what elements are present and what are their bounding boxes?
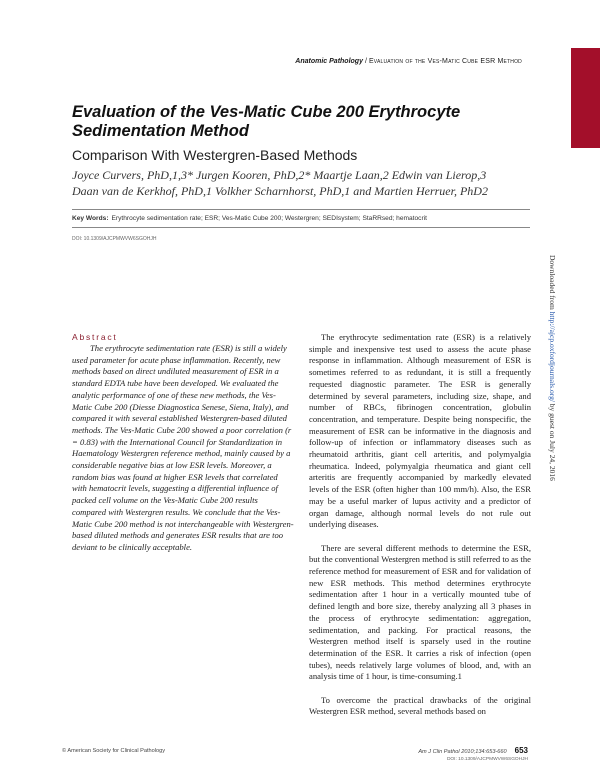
- download-notice: [548, 255, 557, 481]
- running-header: [295, 58, 522, 65]
- download-prefix: Downloaded from: [548, 255, 557, 310]
- keywords: [72, 215, 542, 222]
- body-paragraph-2: There are several different methods to determine the ESR, but the conventional Westergren method is still referred to as the reference method for measurement of ESR and for validation of new ESR methods. This method determines erythrocyte sedimentation after 1 hour in a vertically mounted tube of defined length and bore size, thereby analyzing all 3 phases in the process of erythrocyte sedimentation: aggregation, sedimentation, and packing. For practical reasons, the Westergren method itself is sparsely used in the routine determination of the ESR. It carries a risk of infection (open tubes), needs relatively large volumes of blood, and, with an analysis time of 1 hour, is time-consuming.1: [309, 542, 531, 682]
- header-section: Anatomic Pathology: [295, 58, 363, 65]
- keywords-label: Key Words:: [72, 215, 109, 222]
- authors-line-2: Daan van de Kerkhof, PhD,1 Volkher Scharnhorst, PhD,1 and Martien Herruer, PhD2: [72, 184, 488, 198]
- article-doi: DOI: 10.1309/AJCPMWVW6SGOHJH: [72, 236, 157, 242]
- footer-copyright: © American Society for Clinical Pathology: [62, 748, 165, 754]
- author-list: [72, 167, 542, 199]
- keywords-text: Erythrocyte sedimentation rate; ESR; Ves-Matic Cube 200; Westergren; SEDIsystem; StaRRsed; hematocrit: [111, 215, 427, 222]
- footer-doi: DOI: 10.1309/AJCPMWVW6SGOHJH: [446, 757, 528, 762]
- footer-journal: Am J Clin Pathol 2010;134:653-660: [418, 749, 507, 755]
- header-separator: /: [364, 58, 367, 65]
- download-link[interactable]: http://ajcp.oxfordjournals.org/: [548, 311, 557, 402]
- abstract-text: The erythrocyte sedimentation rate (ESR) is still a widely used parameter for acute phase inflammation. Recently, new methods based on direct undiluted measurement of ESR in a standard EDTA tube have been developed. We evaluated the analytic performance of one of these new methods, the Ves-Matic Cube 200 (Diesse Diagnostica Senese, Siena, Italy), and compared it with several established Westergren-based diluted methods. The Ves-Matic Cube 200 showed a poor correlation (r = 0.83) with the International Council for Standardization in Haematology Westergren reference method, mainly caused by a considerable negative bias at low ESR levels. Moreover, a random bias was found at higher ESR levels that correlated with hematocrit levels, suggesting a differential influence of packed cell volume on the Ves-Matic Cube 200 results compared with Westergren results. We conclude that the Ves-Matic Cube 200 method is not interchangeable with Westergren-based diluted methods and generates ESR results that are too deviant to be clinically acceptable.: [72, 343, 294, 552]
- footer-citation: [418, 746, 528, 762]
- page-number: 653: [514, 746, 528, 755]
- download-suffix: by guest on July 24, 2016: [548, 403, 557, 481]
- article-subtitle: Comparison With Westergren-Based Methods: [72, 147, 358, 163]
- body-paragraph-3: To overcome the practical drawbacks of the original Westergren ESR method, several methods based on: [309, 694, 531, 717]
- abstract-heading: Abstract: [72, 332, 118, 342]
- body-column: [309, 332, 531, 730]
- divider-bottom: [72, 227, 530, 228]
- authors-line-1: Joyce Curvers, PhD,1,3* Jurgen Kooren, PhD,2* Maartje Laan,2 Edwin van Lierop,3: [72, 168, 487, 182]
- article-title: Evaluation of the Ves-Matic Cube 200 Erythrocyte Sedimentation Method: [72, 103, 461, 140]
- header-running-title: Evaluation of the Ves-Matic Cube ESR Method: [368, 58, 522, 65]
- accent-bar: [571, 48, 600, 148]
- divider-top: [72, 209, 530, 210]
- body-paragraph-1: The erythrocyte sedimentation rate (ESR) is a relatively simple and inexpensive test used to assess the acute phase response in inflammation. Although measurement of ESR is sometimes referred to as redundant, it is still a frequently requested diagnostic parameter. The ESR is generally determined by several parameters, including size, shape, and number of RBCs, fibrinogen concentration, globulin concentration, and temperature. Despite being nonspecific, the measurement of ESR can be informative in the diagnosis and follow-up of infection or inflammatory diseases such as rheumatoid arthritis, giant cell arteritis, and polymyalgia rheumatica. Indeed, polymyalgia rheumatica and giant cell arteritis are frequently accompanied by markedly elevated levels of the ESR (often higher than 100 mm/h). Also, the ESR may be a useful marker of lupus activity and a predictor of organ damage, although normal levels do not rule out underlying diseases.: [309, 332, 531, 530]
